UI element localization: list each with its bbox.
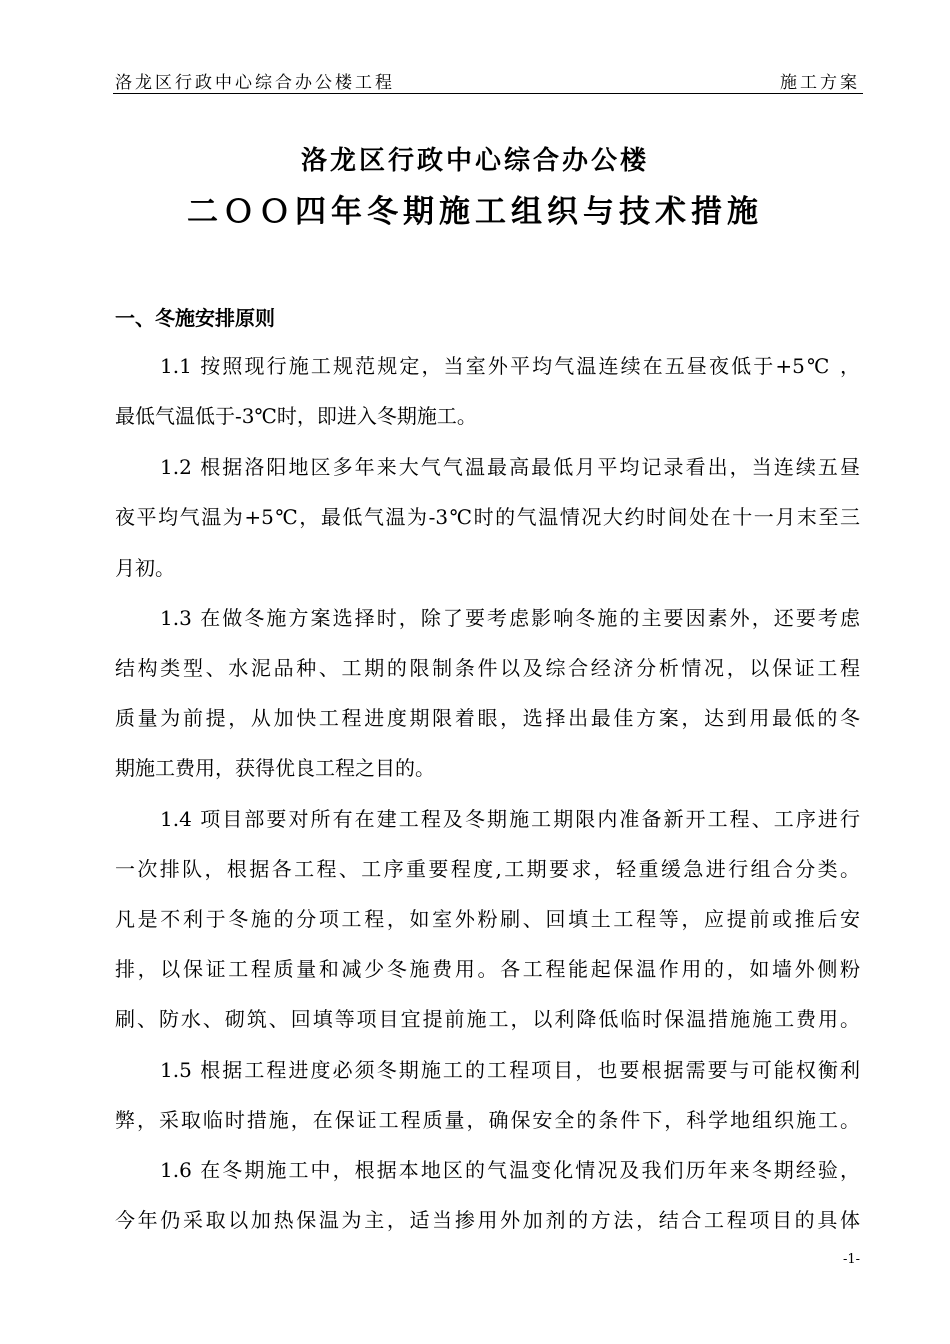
body-line: 结构类型、水泥品种、工期的限制条件以及综合经济分析情况，以保证工程 bbox=[115, 656, 860, 680]
body-line: 夜平均气温为+5℃，最低气温为-3℃时的气温情况大约时间处在十一月末至三 bbox=[115, 505, 860, 529]
document-title-line-1: 洛龙区行政中心综合办公楼 bbox=[300, 146, 649, 176]
body-line: 弊，采取临时措施，在保证工程质量，确保安全的条件下，科学地组织施工。 bbox=[115, 1108, 860, 1132]
header-doc-type: 施工方案 bbox=[780, 73, 860, 93]
document-title-line-2: 二ＯＯ四年冬期施工组织与技术措施 bbox=[187, 194, 763, 230]
header-project-name: 洛龙区行政中心综合办公楼工程 bbox=[115, 73, 395, 93]
body-line: 一次排队，根据各工程、工序重要程度,工期要求，轻重缓急进行组合分类。 bbox=[115, 857, 860, 881]
body-line: 1.2 根据洛阳地区多年来大气气温最高最低月平均记录看出，当连续五昼 bbox=[160, 455, 860, 479]
section-heading: 一、冬施安排原则 bbox=[115, 306, 275, 330]
body-line: 期施工费用，获得优良工程之目的。 bbox=[115, 756, 435, 780]
body-line: 今年仍采取以加热保温为主，适当掺用外加剂的方法，结合工程项目的具体 bbox=[115, 1208, 860, 1232]
body-line: 1.6 在冬期施工中，根据本地区的气温变化情况及我们历年来冬期经验， bbox=[160, 1158, 860, 1182]
body-line: 1.1 按照现行施工规范规定，当室外平均气温连续在五昼夜低于+5℃ ， bbox=[160, 354, 860, 378]
body-line: 最低气温低于-3℃时，即进入冬期施工。 bbox=[115, 404, 477, 428]
body-line: 1.3 在做冬施方案选择时，除了要考虑影响冬施的主要因素外，还要考虑 bbox=[160, 606, 860, 630]
body-line: 凡是不利于冬施的分项工程，如室外粉刷、回填土工程等，应提前或推后安 bbox=[115, 907, 860, 931]
body-line: 质量为前提，从加快工程进度期限着眼，选择出最佳方案，达到用最低的冬 bbox=[115, 706, 860, 730]
body-line: 1.4 项目部要对所有在建工程及冬期施工期限内准备新开工程、工序进行 bbox=[160, 807, 860, 831]
body-line: 1.5 根据工程进度必须冬期施工的工程项目，也要根据需要与可能权衡利 bbox=[160, 1058, 860, 1082]
page-number: -1- bbox=[842, 1252, 860, 1267]
body-line: 月初。 bbox=[115, 556, 175, 580]
header-divider bbox=[113, 93, 863, 94]
body-line: 刷、防水、砌筑、回填等项目宜提前施工，以利降低临时保温措施施工费用。 bbox=[115, 1007, 860, 1031]
body-line: 排，以保证工程质量和减少冬施费用。各工程能起保温作用的，如墙外侧粉 bbox=[115, 957, 860, 981]
